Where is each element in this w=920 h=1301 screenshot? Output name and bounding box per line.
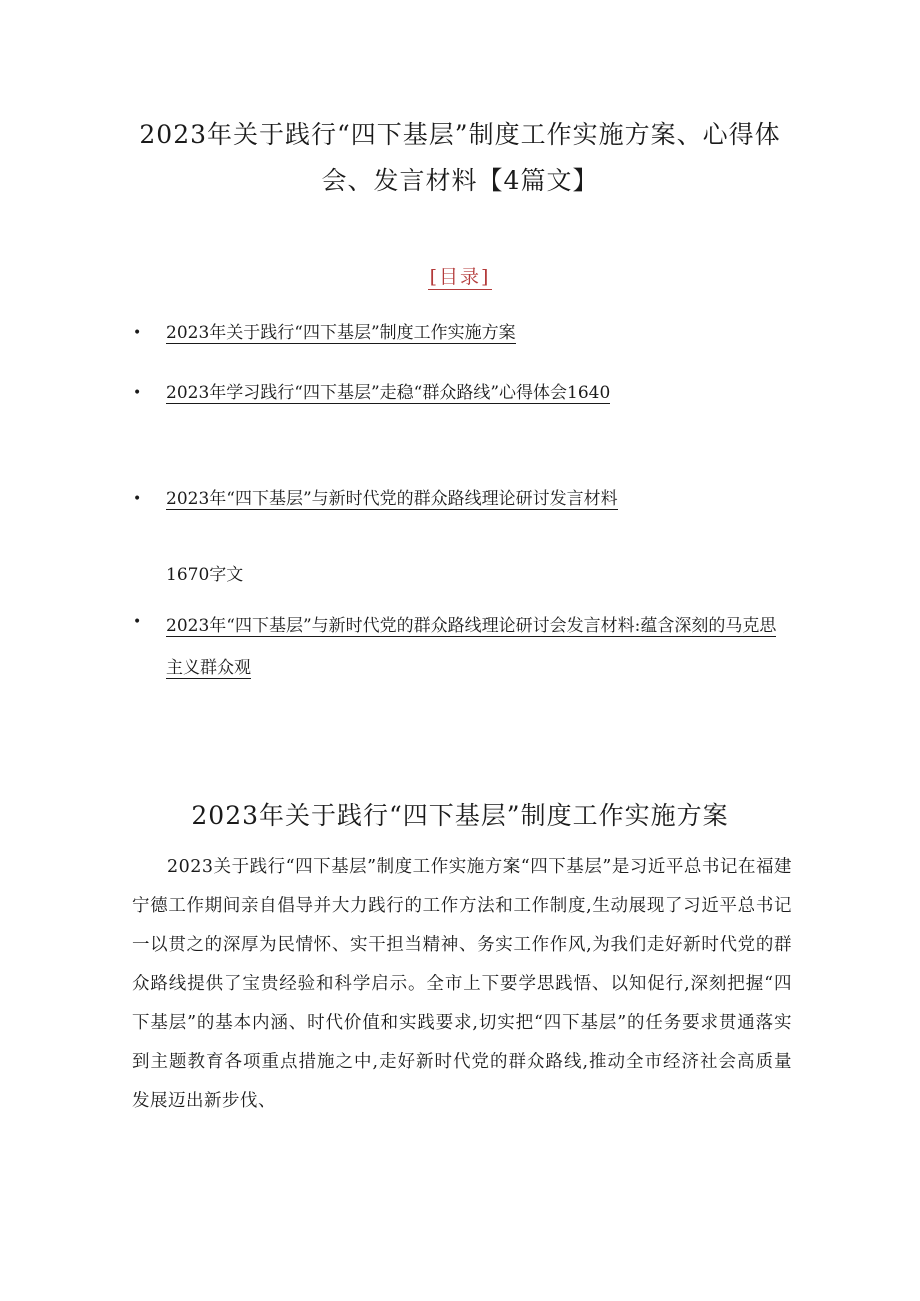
bullet: •: [133, 325, 142, 341]
toc-link-text: 2023年“四下基层”与新时代党的群众路线理论研讨发言材料: [166, 489, 618, 509]
bullet: •: [133, 385, 142, 401]
toc-link-text: 2023年关于践行“四下基层”制度工作实施方案: [166, 323, 516, 343]
bullet: •: [133, 614, 142, 630]
document-title: 2023年关于践行“四下基层”制度工作实施方案、心得体会、发言材料【4篇文】: [139, 120, 781, 195]
toc-link-text: 2023年学习践行“四下基层”走稳“群众路线”心得体会1640: [166, 383, 611, 403]
toc-heading: [0, 262, 920, 289]
toc-item-continuation: 1670字文: [166, 565, 244, 585]
toc-heading-text: [目录]: [429, 266, 491, 288]
toc-link-seminar-speech[interactable]: [166, 482, 791, 516]
toc-link-experience[interactable]: [166, 376, 791, 410]
toc-link-implementation-plan[interactable]: [166, 316, 791, 350]
body-paragraph: 2023关于践行“四下基层”制度工作实施方案“四下基层”是习近平总书记在福建宁德工作期间亲自倡导并大力践行的工作方法和工作制度,生动展现了习近平总书记一以贯之的深厚为民情怀、实干担当精神、务实工作作风,为我们走好新时代党的群众路线提供了宝贵经验和科学启示。全市上下要学思践悟、以知促行,深刻把握“四下基层”的基本内涵、时代价值和实践要求,切实把“四下基层”的任务要求贯通落实到主题教育各项重点措施之中,走好新时代党的群众路线,推动全市经济社会高质量发展迈出新步伐、: [132, 857, 792, 1111]
toc-link-text: 2023年“四下基层”与新时代党的群众路线理论研讨会发言材料:蕴含深刻的马克思主义群众观: [166, 616, 777, 678]
toc-link-seminar-marxist[interactable]: [166, 605, 791, 689]
bullet: •: [133, 491, 142, 507]
section-title: 2023年关于践行“四下基层”制度工作实施方案: [191, 801, 729, 830]
